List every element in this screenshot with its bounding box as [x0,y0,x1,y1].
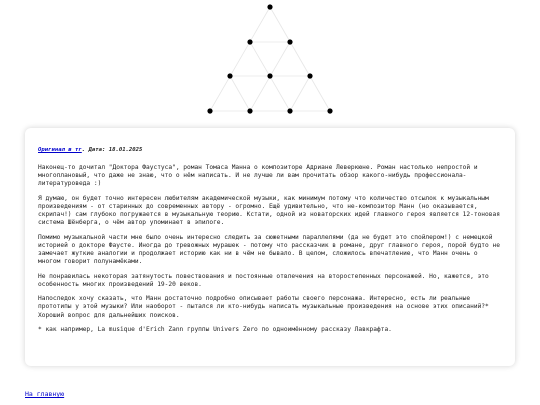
post-meta [38,146,503,154]
post-date: . Дата: 18.01.2025 [81,147,143,153]
post-footnote: * как например, La musique d'Erich Zann группы Univers Zero по одноимённому рассказу Лавкрафта. [38,326,392,334]
post-paragraph: Напоследок хочу сказать, что Манн достаточно подробно описывает работы своего персонажа. Интересно, есть ли реальные прототипы у этой музыки? Или наоборот - пытался ли кто-нибудь написать музыкальные произведения на основе этих описаний?* Хороший вопрос для дальнейших поисков. [38,295,489,319]
triangle-dots-logo-icon [200,0,340,120]
post-card [25,128,515,366]
post-paragraph: Наконец-то дочитал "Доктора Фаустуса", роман Томаса Манна о композиторе Адриане Леверкюне. Роман настолько непростой и многоплановый, что даже не знаю, что о нём написать. И не лучше ли вам прочитать обзор какого-нибудь профессионала-литературоведа :) [38,164,478,188]
home-link[interactable]: На главную [25,390,65,398]
post-paragraph: Я думаю, он будет точно интересен любителям академической музыки, как минимум потому что количество отсылок к музыкальным произведениям - от старинных до современных автору - огромно. Ещё удивительно, что не-композитор Манн (но оказывается, скрипач!) сам глубоко погружается в музыкальную теорию. Кстати, одной из новаторских идей главного героя является 12-тоновая система Шёнберга, о чём автор упоминает в эпилоге. [38,194,500,227]
post-paragraph: Не понравилась некоторая затянутость повествования и постоянные отвлечения на второстепенных персонажей. Но, кажется, это особенность многих произведений 19-20 веков. [38,272,489,288]
post-paragraph: Помимо музыкальной части мне было очень интересно следить за сюжетными параллелями (да не будет это спойлером!) с немецкой историей о докторе Фаусте. Иногда до тревожных мурашек - потому что рассказчик в романе, друг главного героя, порой будто не замечает жуткие аналогии и продолжает историю как ни в чём не бывало. В целом, сложилось впечатление, что Манн очень о многом говорит полунамёками. [38,233,500,266]
source-link[interactable]: Оригинал в тг [38,147,82,153]
